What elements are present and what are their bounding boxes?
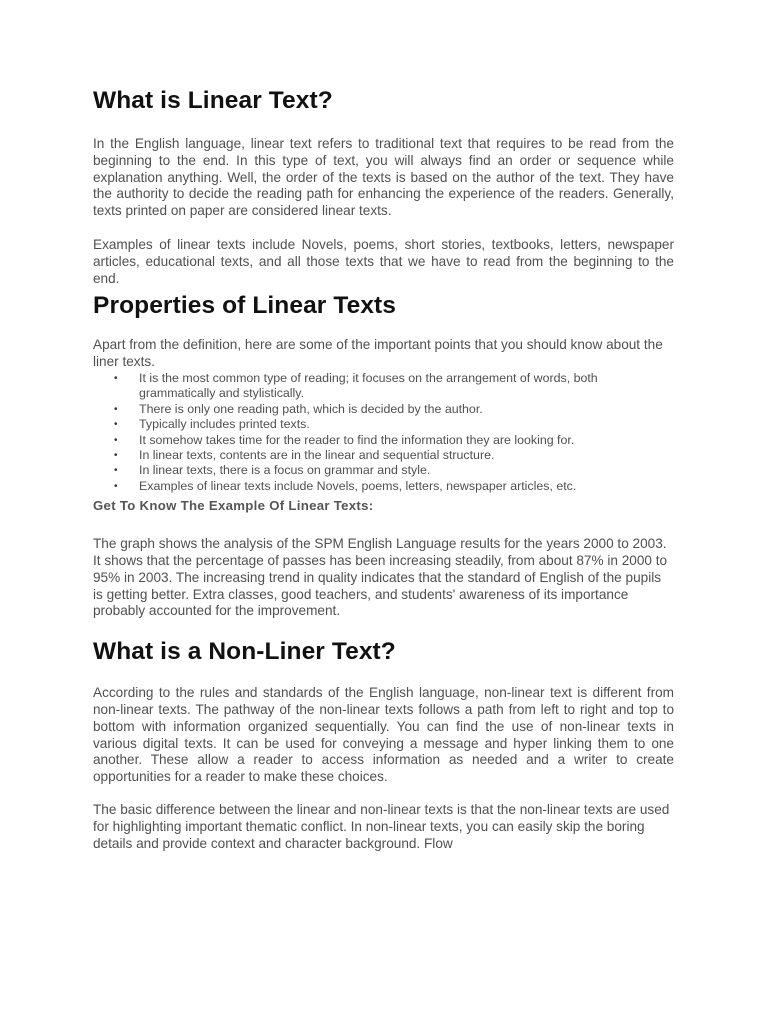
list-item-text: It is the most common type of reading; it focuses on the arrangement of words, both grammatically and stylistically.: [139, 370, 598, 401]
document-page: [93, 86, 674, 852]
list-item: [114, 370, 674, 402]
list-item-text: In linear texts, there is a focus on grammar and style.: [139, 463, 431, 478]
list-item: [114, 463, 674, 478]
linear-vs-non-linear-paragraph: The basic difference between the linear and non-linear texts is that the non-linear texts are used for highlighting important thematic conflict. In non-linear texts, you can easily skip the boring details and provide context and character background. Flow: [93, 801, 670, 851]
linear-text-definition-paragraph: In the English language, linear text refers to traditional text that requires to be read from the beginning to the end. In this type of text, you will always find an order or sequence while explanation anything. Well, the order of the texts is based on the author of the text. They have the authority to decide the reading path for enhancing the experience of the readers. Generally, texts printed on paper are considered linear texts.: [93, 136, 674, 219]
list-item-text: It somehow takes time for the reader to find the information they are looking for.: [139, 432, 575, 447]
linear-text-examples-paragraph: Examples of linear texts include Novels, poems, short stories, textbooks, letters, newspaper articles, educational texts, and all those texts that we have to read from the beginning to the end.: [93, 236, 674, 286]
graph-analysis-paragraph: The graph shows the analysis of the SPM English Language results for the years 2000 to 2003. It shows that the percentage of passes has been increasing steadily, from about 87% in 2000 to 95% in 2003. The increasing trend in quality indicates that the standard of English of the pupils is getting better. Extra classes, good teachers, and students' awareness of its importance probably accounted for the improvement.: [93, 536, 668, 619]
bullet-icon: •: [114, 434, 118, 446]
list-item-text: In linear texts, contents are in the linear and sequential structure.: [139, 448, 495, 462]
list-item-text: Typically includes printed texts.: [139, 417, 310, 432]
bullet-icon: •: [114, 465, 118, 477]
properties-bullet-list: [93, 371, 674, 494]
non-linear-text-definition-paragraph: According to the rules and standards of the English language, non-linear text is different from non-linear texts. The pathway of the non-linear texts follows a path from left to right and top to bottom with information organized sequentially. You can find the use of non-linear texts in various digital texts. It can be used for conveying a message and hyper linking them to one another. These allow a reader to access information as needed and a writer to create opportunities for a reader to make these choices.: [93, 685, 674, 785]
list-item-text: Examples of linear texts include Novels, poems, letters, newspaper articles, etc.: [139, 478, 577, 493]
bullet-icon: •: [114, 372, 118, 384]
bullet-icon: •: [114, 480, 118, 492]
heading-what-is-non-liner-text: What is a Non-Liner Text?: [93, 638, 396, 666]
list-item: [114, 417, 674, 432]
properties-intro-paragraph: Apart from the definition, here are some of the important points that you should know about the liner texts.: [93, 337, 663, 370]
bullet-icon: •: [114, 450, 118, 461]
bullet-icon: •: [114, 419, 118, 431]
heading-what-is-linear-text: What is Linear Text?: [93, 87, 333, 114]
bullet-icon: •: [114, 403, 118, 415]
heading-properties-of-linear-texts: Properties of Linear Texts: [93, 292, 397, 320]
list-item: [114, 432, 674, 448]
list-item-text: There is only one reading path, which is decided by the author.: [139, 401, 483, 416]
list-item: [114, 401, 674, 417]
list-item: [114, 448, 674, 463]
list-item: [114, 478, 674, 494]
subheading-example-of-linear-texts: Get To Know The Example Of Linear Texts:: [93, 498, 374, 514]
